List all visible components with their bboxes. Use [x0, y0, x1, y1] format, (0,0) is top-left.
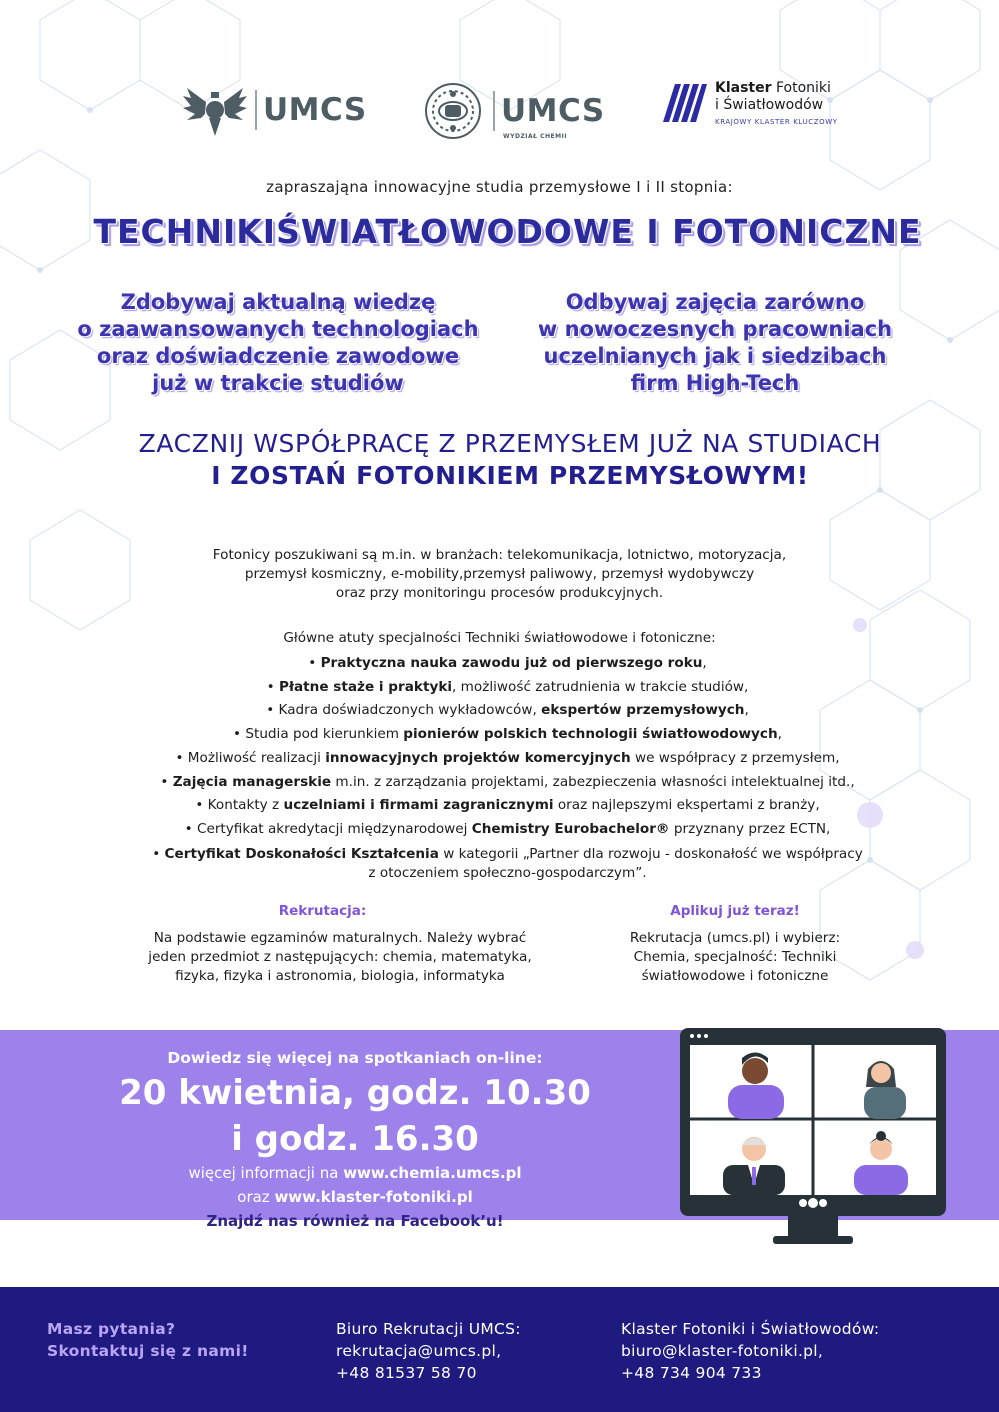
recruitment-text: Na podstawie egzaminów maturalnych. Należy wybrać jeden przedmiot z następujących: chemia, matematyka, fizyka, fizyka i astronomia, biologia, informatyka [148, 930, 532, 984]
intro-line: oraz przy monitoringu procesów produkcyjnych. [335, 585, 664, 601]
logo-separator [255, 90, 257, 130]
footer-umcs-contact [336, 1318, 521, 1384]
slogan-line: w nowoczesnych pracowniach [537, 317, 893, 341]
contact-label: Biuro Rekrutacji UMCS: [336, 1320, 521, 1338]
apply-heading: Aplikuj już teraz! [670, 903, 800, 919]
list-item: • Możliwość realizacji innowacyjnych projektów komercyjnych we współpracy z przemysłem, [175, 749, 840, 766]
slogan-line: Zdobywaj aktualną wiedzę [120, 290, 436, 314]
advantages-list [0, 652, 999, 883]
slogan-line: uczelnianych jak i siedzibach [543, 344, 887, 368]
contact-label: Klaster Fotoniki i Światłowodów: [621, 1320, 880, 1338]
banner-info-1: więcej informacji na www.chemia.umcs.pl [188, 1164, 522, 1182]
contact-email[interactable]: biuro@klaster-fotoniki.pl, [621, 1342, 824, 1360]
slogan-line: o zaawansowanych technologiach [77, 317, 479, 341]
footer-q-line-1: Masz pytania? [47, 1320, 176, 1338]
klaster-logo [661, 80, 838, 126]
footer-q-line-2: Skontaktuj się z nami! [47, 1342, 249, 1360]
intro-line: Fotonicy poszukiwani są m.in. w branżach: telekomunikacja, lotnictwo, motoryzacja, [212, 547, 787, 563]
banner-info-2: oraz www.klaster-fotoniki.pl [237, 1188, 473, 1206]
umcs-wordmark: UMCS [263, 92, 367, 128]
footer-klaster-contact [621, 1318, 879, 1384]
banner-date-1: 20 kwietnia, godz. 10.30 [119, 1073, 591, 1113]
logo-separator [493, 91, 495, 131]
contact-phone[interactable]: +48 734 904 733 [621, 1364, 762, 1382]
meeting-banner-text [0, 1030, 710, 1230]
banner-date-2: i godz. 16.30 [231, 1119, 479, 1159]
footer-question [47, 1318, 249, 1362]
facebook-note: Znajdź nas również na Facebook’u! [206, 1212, 504, 1230]
klaster-name-rest: Fotoniki [771, 80, 831, 96]
umcs-logo [181, 80, 367, 140]
invite-line: zapraszająna innowacyjne studia przemysłowe I i II stopnia: [266, 178, 733, 196]
slogan-left [63, 289, 493, 397]
klaster-subtitle: KRAJOWY KLASTER KLUCZOWY [715, 118, 838, 126]
slogan-line: oraz doświadczenie zawodowe [96, 344, 460, 368]
cta-line-2: I ZOSTAŃ FOTONIKIEM PRZEMYSŁOWYM! [211, 461, 809, 490]
chemia-link[interactable]: www.chemia.umcs.pl [343, 1164, 522, 1182]
advantages-heading: Główne atuty specjalności Techniki światłowodowe i fotoniczne: [283, 630, 716, 646]
klaster-name-bold: Klaster [715, 80, 772, 96]
page-title: TECHNIKIŚWIATŁOWODOWE I FOTONICZNE [93, 212, 922, 251]
list-item: • Kontakty z uczelniami i firmami zagranicznymi oraz najlepszymi ekspertami z branży, [195, 797, 820, 814]
video-call-monitor-illustration [668, 1025, 958, 1255]
contact-email[interactable]: rekrutacja@umcs.pl, [336, 1342, 502, 1360]
slogan-line: firm High-Tech [630, 371, 800, 395]
list-item: • Studia pod kierunkiem pionierów polskich technologii światłowodowych, [233, 726, 782, 743]
intro-paragraph [0, 546, 999, 603]
slogan-line: Odbywaj zajęcia zarówno [565, 290, 865, 314]
umcs-chemistry-logo [419, 80, 605, 142]
umcs-chemistry-wordmark: UMCS [501, 93, 605, 129]
logo-row [0, 70, 999, 150]
klaster-name-line2: i Światłowodów [715, 97, 824, 113]
contact-phone[interactable]: +48 81537 58 70 [336, 1364, 477, 1382]
list-item: • Certyfikat Doskonałości Kształcenia w kategorii „Partner dla rozwoju - doskonałość we współpracy z otoczeniem społeczno-gospodarczym”. [152, 845, 863, 881]
list-item: • Zajęcia managerskie m.in. z zarządzania projektami, zabezpieczenia własności intelektualnej itd., [160, 773, 855, 790]
chemistry-emblem-icon [419, 80, 487, 142]
klaster-link[interactable]: www.klaster-fotoniki.pl [274, 1188, 473, 1206]
apply-text: Rekrutacja (umcs.pl) i wybierz: Chemia, specjalność: Techniki światłowodowe i fotoniczne [629, 930, 841, 984]
list-item: • Kadra doświadczonych wykładowców, ekspertów przemysłowych, [266, 702, 749, 719]
faculty-subtitle: WYDZIAŁ CHEMII [503, 133, 568, 140]
list-item: • Płatne staże i praktyki, możliwość zatrudnienia w trakcie studiów, [266, 678, 749, 695]
slogan-right [500, 289, 930, 397]
list-item: • Certyfikat akredytacji międzynarodowej Chemistry Eurobachelor® przyznany przez ECTN, [184, 820, 831, 837]
list-item: • Praktyczna nauka zawodu już od pierwszego roku, [308, 655, 707, 671]
umcs-eagle-emblem-icon [181, 80, 249, 140]
intro-line: przemysł kosmiczny, e-mobility,przemysł paliwowy, przemysł wydobywczy [244, 566, 755, 582]
call-to-action [0, 428, 999, 492]
klaster-stripes-icon [661, 80, 707, 126]
slogan-line: już w trakcie studiów [152, 371, 404, 395]
banner-heading: Dowiedz się więcej na spotkaniach on-line: [167, 1049, 543, 1067]
recruitment-heading: Rekrutacja: [278, 903, 367, 919]
cta-line-1: ZACZNIJ WSPÓŁPRACĘ Z PRZEMYSŁEM JUŻ NA STUDIACH [138, 429, 882, 458]
